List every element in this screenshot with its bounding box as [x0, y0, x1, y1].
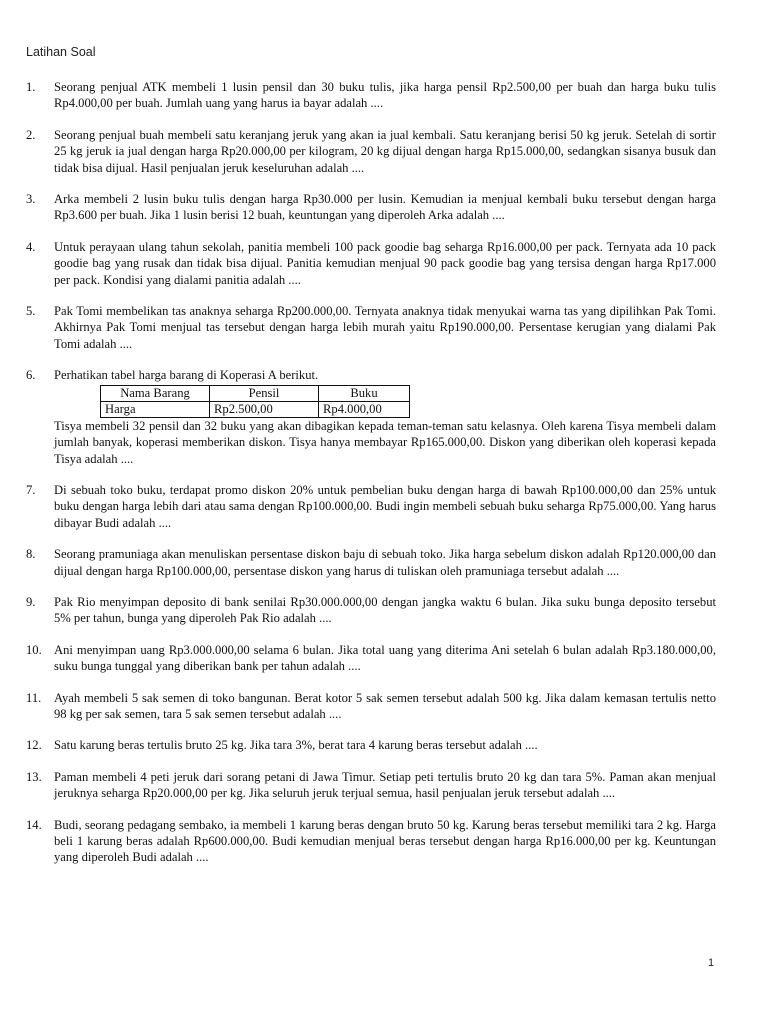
question-number: 6. [26, 368, 36, 383]
question-number: 1. [26, 80, 36, 94]
question-number: 11. [26, 690, 42, 705]
question-number: 14. [26, 817, 42, 832]
question-item [26, 127, 716, 176]
question-number: 5. [26, 304, 36, 319]
question-text: Ayah membeli 5 sak semen di toko bangunan. Berat kotor 5 sak semen tersebut adalah 500 kg. Jika dalam kemasan tertulis netto 98 kg per sak semen, tara 5 sak semen tersebut adalah .... [54, 690, 716, 721]
question-list [26, 79, 716, 881]
table-cell: Rp4.000,00 [319, 401, 410, 417]
question-text: Arka membeli 2 lusin buku tulis dengan harga Rp30.000 per lusin. Kemudian ia menjual kembali buku tersebut dengan harga Rp3.600 per buah. Jika 1 lusin berisi 12 buah, keuntungan yang diperoleh Arka adalah .... [54, 192, 716, 223]
question-number: 2. [26, 127, 36, 142]
price-table [100, 385, 410, 418]
question-text: Seorang penjual ATK membeli 1 lusin pensil dan 30 buku tulis, jika harga pensil Rp2.500,00 per buah dan harga buku tulis Rp4.000,00 per buah. Jumlah uang yang harus ia bayar adalah .... [54, 80, 716, 111]
question-item [26, 482, 716, 531]
question-number: 7. [26, 482, 36, 497]
question-number: 9. [26, 594, 36, 609]
table-header-cell: Buku [319, 385, 410, 401]
table-cell: Harga [101, 401, 210, 417]
question-item [26, 303, 716, 352]
question-number: 3. [26, 192, 36, 207]
question-number: 4. [26, 239, 36, 254]
question-number: 13. [26, 769, 42, 784]
question-text: Pak Rio menyimpan deposito di bank senilai Rp30.000.000,00 dengan jangka waktu 6 bulan. Jika suku bunga deposito tersebut 5% per tahun, bunga yang diperoleh Pak Rio adalah .... [54, 594, 716, 626]
question-text: Di sebuah toko buku, terdapat promo diskon 20% untuk pembelian buku dengan harga di bawah Rp100.000,00 dan 25% untuk buku dengan harga lebih dari atau sama dengan Rp100.000,00. Budi ingin membeli sebuah buku seharga Rp75.000,00. Yang harus dibayar Budi adalah .... [54, 482, 716, 530]
question-text: Ani menyimpan uang Rp3.000.000,00 selama 6 bulan. Jika total uang yang diterima Ani setelah 6 bulan adalah Rp3.180.000,00, suku bunga tunggal yang diberikan bank per tahun adalah .... [54, 642, 716, 674]
question-item [26, 594, 716, 627]
table-cell: Rp2.500,00 [210, 401, 319, 417]
question-text: Seorang penjual buah membeli satu keranjang jeruk yang akan ia jual kembali. Satu keranjang berisi 50 kg jeruk. Setelah di sortir 25 kg jeruk ia jual dengan harga Rp20.000,00 per kilogram, 20 kg dijual dengan harga Rp15.000,00, sedangkan sisanya busuk dan tidak bisa dijual. Hasil penjualan jeruk keseluruhan adalah .... [54, 127, 716, 175]
question-number: 10. [26, 642, 42, 657]
question-number: 12. [26, 738, 42, 753]
question-text: Budi, seorang pedagang sembako, ia membeli 1 karung beras dengan bruto 50 kg. Karung beras tersebut memiliki tara 2 kg. Harga beli 1 karung beras adalah Rp600.000,00. Budi kemudian menjual beras tersebut dengan harga Rp16.000,00 per kg. Keuntungan yang diperoleh Budi adalah .... [54, 817, 716, 865]
question-item [26, 769, 716, 802]
question-item [26, 546, 716, 579]
page-number: 1 [708, 957, 715, 969]
question-text: Paman membeli 4 peti jeruk dari sorang petani di Jawa Timur. Setiap peti tertulis bruto 20 kg dan tara 5%. Paman akan menjual jeruknya seharga Rp20.000,00 per kg. Jika seluruh jeruk terjual semua, hasil penjualan jeruk tersebut adalah .... [54, 769, 716, 801]
question-item [26, 817, 716, 866]
question-item [26, 239, 716, 288]
question-text: Pak Tomi membelikan tas anaknya seharga Rp200.000,00. Ternyata anaknya tidak menyukai warna tas yang dipilihkan Pak Tomi. Akhirnya Pak Tomi menjual tas tersebut dengan harga lebih murah yaitu Rp190.000,00. Persentase kerugian yang dialami Pak Tomi adalah .... [54, 304, 716, 351]
question-text: Seorang pramuniaga akan menuliskan persentase diskon baju di sebuah toko. Jika harga sebelum diskon adalah Rp120.000,00 dan dijual dengan harga Rp100.000,00, persentase diskon yang harus di tuliskan oleh pramuniaga tersebut adalah .... [54, 547, 716, 578]
page-title: Latihan Soal [26, 45, 96, 59]
question-intro: Perhatikan tabel harga barang di Koperasi A berikut. [54, 368, 319, 383]
table-row [101, 401, 410, 417]
question-number: 8. [26, 547, 36, 562]
table-header-row [101, 385, 410, 401]
question-item [26, 191, 716, 224]
question-item [26, 367, 716, 467]
table-header-cell: Pensil [210, 385, 319, 401]
question-text: Untuk perayaan ulang tahun sekolah, panitia membeli 100 pack goodie bag seharga Rp16.000,00 per pack. Ternyata ada 10 pack goodie bag yang rusak dan tidak bisa dijual. Panitia kemudian menjual 90 pack goodie bag yang tersisa dengan harga Rp17.000 per pack. Kondisi yang dialami panitia adalah .... [54, 239, 716, 287]
question-item [26, 690, 716, 723]
question-text: Tisya membeli 32 pensil dan 32 buku yang akan dibagikan kepada teman-teman satu kelasnya. Oleh karena Tisya membeli dalam jumlah banyak, koperasi memberikan diskon. Tisya hanya membayar Rp165.000,00. Diskon yang diberikan oleh koperasi kepada Tisya adalah .... [54, 418, 716, 466]
question-item [26, 737, 716, 753]
question-text: Satu karung beras tertulis bruto 25 kg. Jika tara 3%, berat tara 4 karung beras tersebut adalah .... [54, 738, 538, 753]
question-item [26, 642, 716, 675]
table-header-cell: Nama Barang [101, 385, 210, 401]
question-item [26, 79, 716, 112]
